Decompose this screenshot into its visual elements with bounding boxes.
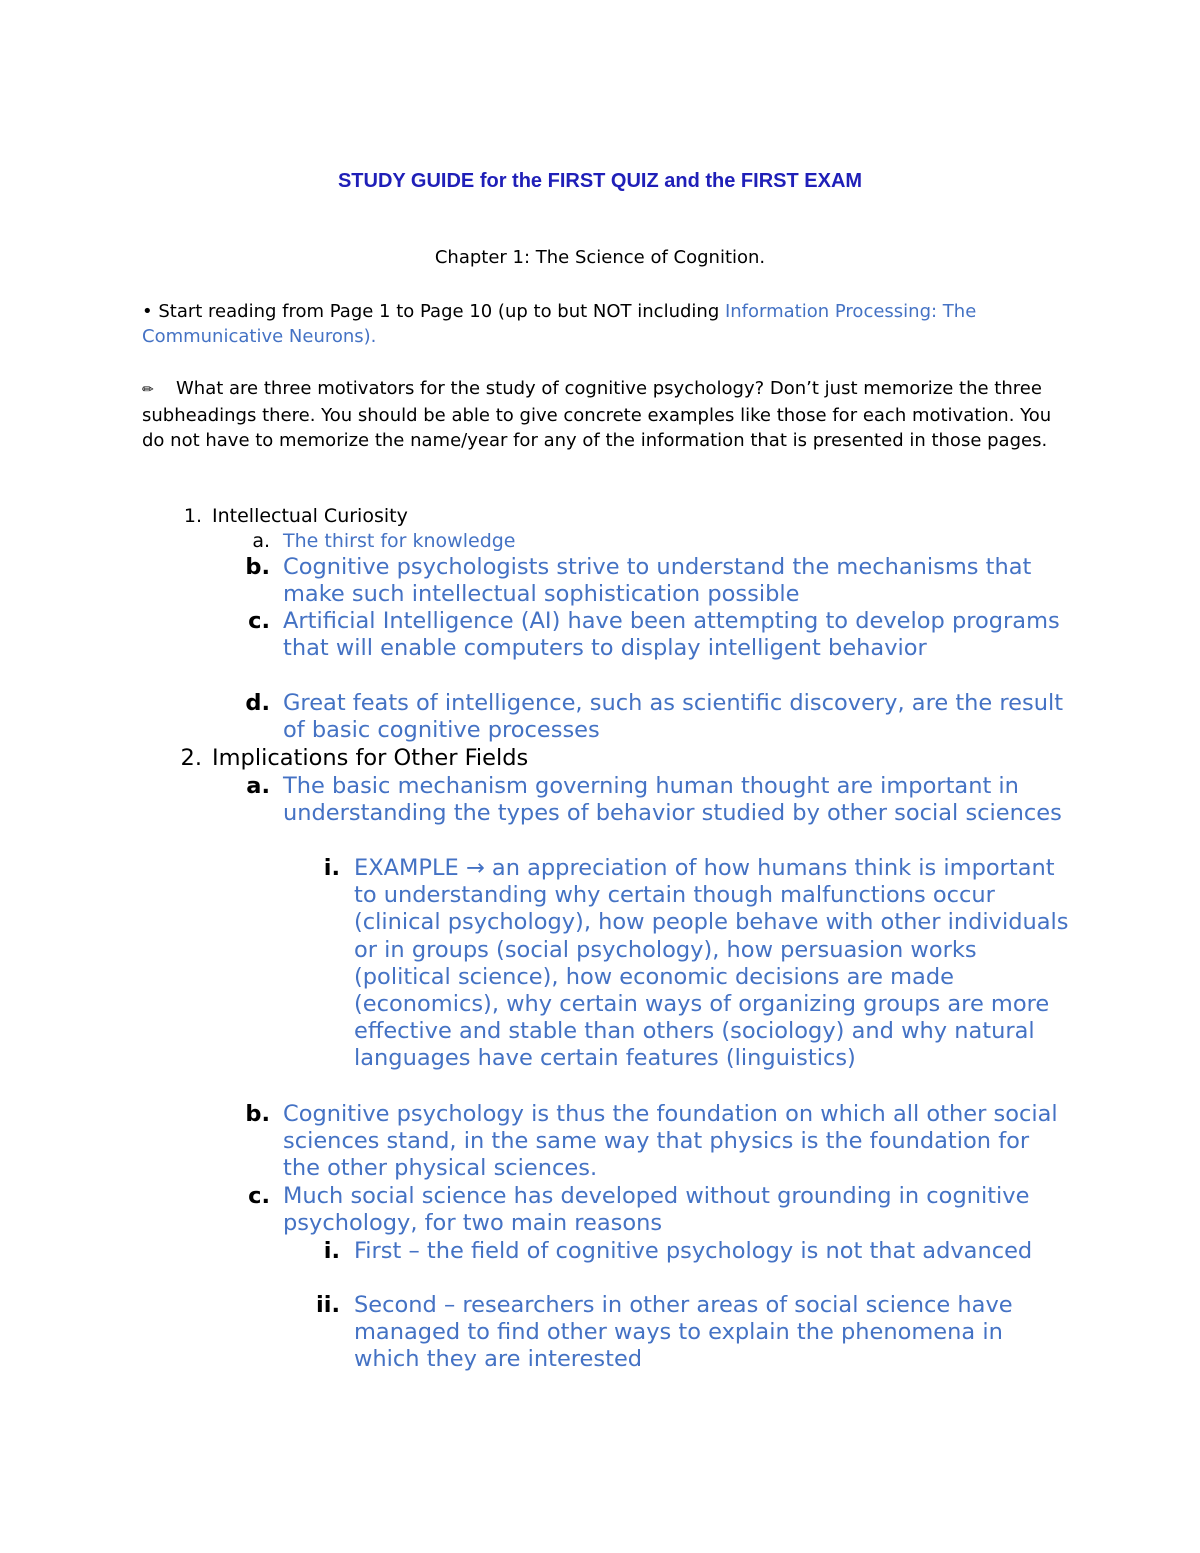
outline-text: Great feats of intelligence, such as scientific discovery, are the result of basic cognitive processes xyxy=(283,690,1064,744)
outline-marker: b. xyxy=(245,554,270,580)
outline-marker: d. xyxy=(245,690,270,716)
reading-text: Start reading from Page 1 to Page 10 (up to but NOT including xyxy=(152,301,725,322)
pencil-icon: ✏ xyxy=(142,382,154,398)
outline-marker: b. xyxy=(245,1101,270,1127)
reading-section-link: Information Processing: The Communicative Neurons). xyxy=(142,301,977,347)
outline-text: First – the field of cognitive psychology is not that advanced xyxy=(354,1238,1033,1264)
outline-text: Cognitive psychologists strive to understand the mechanisms that make such intellectual sophistication possible xyxy=(283,554,1032,608)
reading-bullet: • xyxy=(142,301,153,322)
document-title: STUDY GUIDE for the FIRST QUIZ and the FIRST EXAM xyxy=(337,170,863,192)
outline-marker: ii. xyxy=(316,1292,340,1318)
outline-text: Second – researchers in other areas of social science have managed to find other ways to explain the phenomena in which they are interested xyxy=(354,1292,1013,1373)
outline-marker: c. xyxy=(248,608,270,634)
outline-text: Cognitive psychology is thus the foundation on which all other social sciences stand, in the same way that physics is the foundation for the other physical sciences. xyxy=(283,1101,1058,1182)
outline-text: The basic mechanism governing human thought are important in understanding the types of behavior studied by other social sciences xyxy=(283,773,1062,827)
outline-text: Much social science has developed without grounding in cognitive psychology, for two main reasons xyxy=(283,1183,1030,1237)
outline-marker: c. xyxy=(248,1183,270,1209)
outline-text: Artificial Intelligence (AI) have been attempting to develop programs that will enable computers to display intelligent behavior xyxy=(283,608,1060,662)
reading-instruction xyxy=(142,299,1062,349)
outline-text: The thirst for knowledge xyxy=(283,530,516,552)
outline-text: Intellectual Curiosity xyxy=(212,505,408,527)
outline-marker: a. xyxy=(252,530,270,552)
question-text: What are three motivators for the study of cognitive psychology? Don’t just memorize the three subheadings there. You should be able to give concrete examples like those for each motivation. You do not have to memorize the name/year for any of the information that is presented in those pages. xyxy=(142,378,1052,451)
outline-marker: 1. xyxy=(183,505,202,527)
outline-marker: i. xyxy=(323,855,340,881)
outline-marker: 2. xyxy=(180,745,202,771)
outline-marker: a. xyxy=(246,773,270,799)
outline-text: EXAMPLE → an appreciation of how humans think is important to understanding why certain though malfunctions occur (clinical psychology), how people behave with other individuals or in groups (social psychology), how persuasion works (political science), how economic decisions are made (economics), why certain ways of organizing groups are more effective and stable than others (sociology) and why natural languages have certain features (linguistics) xyxy=(354,855,1069,1072)
question-paragraph xyxy=(142,376,1062,453)
outline-text: Implications for Other Fields xyxy=(212,745,529,771)
outline-marker: i. xyxy=(323,1238,340,1264)
chapter-heading: Chapter 1: The Science of Cognition. xyxy=(434,247,766,268)
